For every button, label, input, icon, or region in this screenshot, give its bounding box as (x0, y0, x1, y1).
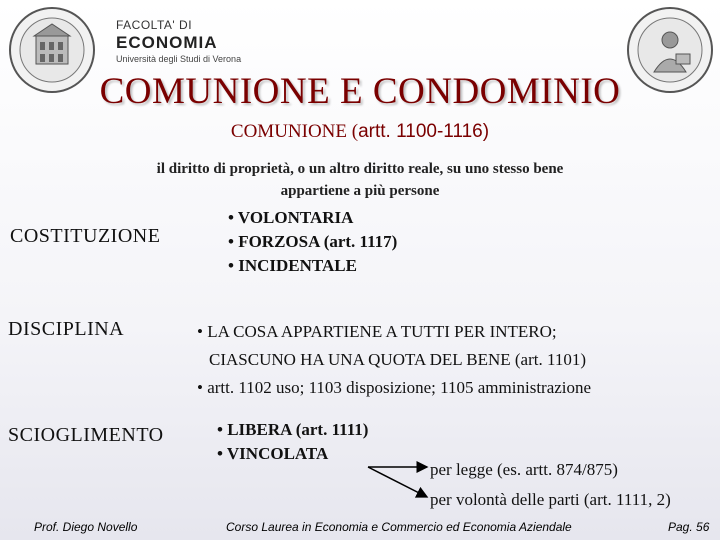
list-item: • INCIDENTALE (228, 256, 357, 275)
definition-text: il diritto di proprietà, o un altro diritto reale, su uno stesso bene appartiene a più persone (156, 161, 564, 199)
costituzione-label: COSTITUZIONE (10, 225, 161, 247)
subtitle-range: 1100-1116) (390, 121, 490, 142)
branch-legge: per legge (es. artt. 874/875) (430, 460, 618, 479)
footer-author: Prof. Diego Novello (34, 520, 138, 534)
list-item: • VOLONTARIA (228, 208, 354, 227)
branch-volonta: per volontà delle parti (art. 1111, 2) (430, 490, 671, 509)
footer-page: Pag. 56 (668, 520, 710, 534)
list-item: • artt. 1102 uso; 1103 disposizione; 1105 amministrazione (197, 378, 592, 397)
faculty-label: FACOLTA' DI (116, 18, 193, 32)
slide-title: COMUNIONE E CONDOMINIO (99, 71, 621, 112)
list-item: • LIBERA (art. 1111) (217, 420, 369, 439)
list-item: • FORZOSA (art. 1117) (228, 232, 398, 251)
list-item: • VINCOLATA (217, 444, 329, 463)
faculty-name: ECONOMIA (116, 33, 218, 52)
disciplina-label: DISCIPLINA (8, 318, 125, 340)
university-name: Università degli Studi di Verona (116, 54, 242, 64)
footer-course: Corso Laurea in Economia e Commercio ed Economia Aziendale (226, 520, 572, 534)
subtitle-art: artt. (358, 121, 391, 142)
subtitle-prefix: COMUNIONE ( (230, 121, 359, 142)
scioglimento-label: SCIOGLIMENTO (8, 424, 164, 446)
list-item: CIASCUNO HA UNA QUOTA DEL BENE (art. 1101) (209, 350, 587, 369)
list-item: • LA COSA APPARTIENE A TUTTI PER INTERO; (197, 322, 557, 341)
